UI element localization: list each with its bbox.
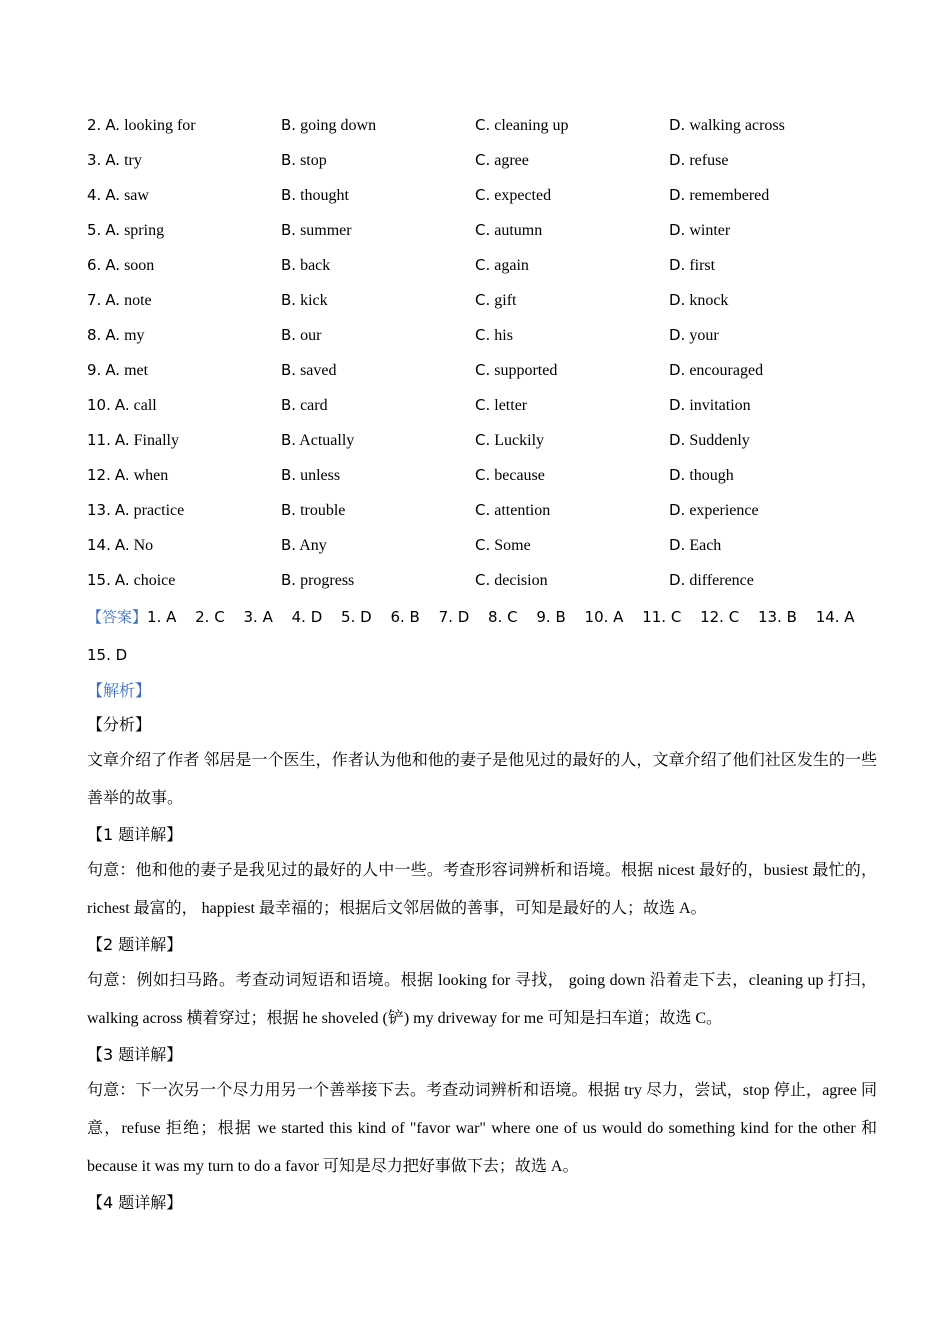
option-label: B. bbox=[281, 256, 297, 274]
option-b bbox=[281, 423, 354, 458]
option-row bbox=[87, 528, 877, 563]
option-text: Finally bbox=[133, 432, 179, 449]
option-label: B. bbox=[281, 536, 297, 554]
option-text: when bbox=[133, 467, 169, 484]
option-label: B. bbox=[281, 186, 297, 204]
option-text: winter bbox=[689, 222, 731, 239]
option-row bbox=[87, 388, 877, 423]
answer-item: 2. C bbox=[195, 608, 225, 626]
answer-item: 9. B bbox=[536, 608, 566, 626]
option-c bbox=[475, 108, 568, 143]
option-text: practice bbox=[133, 502, 185, 519]
option-label: D. bbox=[669, 186, 686, 204]
option-label: C. bbox=[475, 151, 491, 169]
option-text: progress bbox=[300, 572, 355, 589]
answer-item: 15. D bbox=[87, 646, 128, 664]
option-text: saw bbox=[124, 187, 149, 204]
option-b bbox=[281, 353, 337, 388]
option-label: B. bbox=[281, 571, 297, 589]
question-number: 12. bbox=[87, 466, 111, 484]
option-label: A. bbox=[105, 151, 121, 169]
option-text: encouraged bbox=[689, 362, 764, 379]
option-label: A. bbox=[105, 256, 121, 274]
option-label: D. bbox=[669, 291, 686, 309]
option-d bbox=[669, 353, 763, 388]
option-d bbox=[669, 213, 730, 248]
option-d bbox=[669, 563, 754, 598]
option-label: D. bbox=[669, 256, 686, 274]
option-row bbox=[87, 458, 877, 493]
question-number: 8. bbox=[87, 326, 102, 344]
option-a bbox=[87, 563, 175, 598]
option-b bbox=[281, 563, 354, 598]
option-label: C. bbox=[475, 221, 491, 239]
detail-heading: 【1 题详解】 bbox=[87, 825, 183, 844]
option-row bbox=[87, 353, 877, 388]
option-label: B. bbox=[281, 396, 297, 414]
option-text: Actually bbox=[299, 432, 355, 449]
option-d bbox=[669, 388, 751, 423]
option-text: met bbox=[124, 362, 149, 379]
option-text: letter bbox=[494, 397, 528, 414]
question-number: 13. bbox=[87, 501, 111, 519]
answer-item: 7. D bbox=[438, 608, 470, 626]
option-label: C. bbox=[475, 361, 491, 379]
option-b bbox=[281, 388, 328, 423]
option-text: invitation bbox=[689, 397, 751, 414]
option-c bbox=[475, 283, 516, 318]
option-c bbox=[475, 563, 548, 598]
detail-text: 句意：他和他的妻子是我见过的最好的人中一些。考查形容词辨析和语境。根据 nicest 最好的，busiest 最忙的， richest 最富的， happiest 最幸福的；根据后文邻居做的善事，可知是最好的人；故选 A。 bbox=[87, 862, 877, 917]
option-label: A. bbox=[105, 326, 121, 344]
option-text: stop bbox=[300, 152, 327, 169]
option-d bbox=[669, 528, 721, 563]
option-label: B. bbox=[281, 466, 297, 484]
option-b bbox=[281, 493, 345, 528]
question-number: 2. bbox=[87, 116, 102, 134]
detail-text: 句意：例如扫马路。考查动词短语和语境。根据 looking for 寻找， going down 沿着走下去，cleaning up 打扫，walking across 横着穿过；根据 he shoveled (铲) my driveway for me 可知是扫车道；故选 C。 bbox=[87, 972, 877, 1027]
answer-item: 4. D bbox=[291, 608, 323, 626]
option-label: D. bbox=[669, 466, 686, 484]
option-b bbox=[281, 143, 327, 178]
option-label: C. bbox=[475, 186, 491, 204]
option-text: Some bbox=[494, 537, 531, 554]
option-label: C. bbox=[475, 396, 491, 414]
option-label: A. bbox=[114, 466, 130, 484]
option-label: D. bbox=[669, 361, 686, 379]
answer-item: 13. B bbox=[757, 608, 797, 626]
option-label: D. bbox=[669, 396, 686, 414]
question-number: 14. bbox=[87, 536, 111, 554]
option-d bbox=[669, 318, 719, 353]
option-b bbox=[281, 178, 349, 213]
option-text: call bbox=[133, 397, 157, 414]
option-label: B. bbox=[281, 431, 297, 449]
question-number: 9. bbox=[87, 361, 102, 379]
option-a bbox=[87, 423, 179, 458]
option-label: A. bbox=[114, 431, 130, 449]
option-label: A. bbox=[114, 396, 130, 414]
option-c bbox=[475, 318, 513, 353]
option-text: Each bbox=[689, 537, 722, 554]
option-text: Suddenly bbox=[689, 432, 750, 449]
answer-item: 8. C bbox=[488, 608, 518, 626]
option-text: cleaning up bbox=[494, 117, 569, 134]
option-label: A. bbox=[105, 361, 121, 379]
option-c bbox=[475, 458, 545, 493]
option-a bbox=[87, 178, 149, 213]
option-text: try bbox=[124, 152, 142, 169]
option-label: C. bbox=[475, 466, 491, 484]
option-row bbox=[87, 563, 877, 598]
option-c bbox=[475, 423, 544, 458]
answer-item: 5. D bbox=[341, 608, 372, 626]
option-text: going down bbox=[300, 117, 377, 134]
summary-text: 文章介绍了作者 邻居是一个医生，作者认为他和他的妻子是他见过的最好的人，文章介绍了他们社区发生的一些善举的故事。 bbox=[87, 752, 877, 807]
option-text: note bbox=[124, 292, 152, 309]
option-label: D. bbox=[669, 116, 686, 134]
question-number: 6. bbox=[87, 256, 102, 274]
option-label: C. bbox=[475, 291, 491, 309]
option-c bbox=[475, 353, 557, 388]
option-b bbox=[281, 458, 340, 493]
question-number: 7. bbox=[87, 291, 102, 309]
option-c bbox=[475, 213, 542, 248]
options-list bbox=[87, 108, 877, 598]
option-text: soon bbox=[124, 257, 155, 274]
option-label: B. bbox=[281, 501, 297, 519]
option-text: back bbox=[300, 257, 331, 274]
option-label: D. bbox=[669, 571, 686, 589]
option-text: again bbox=[494, 257, 529, 274]
option-text: walking across bbox=[689, 117, 785, 134]
option-text: trouble bbox=[300, 502, 346, 519]
document-page bbox=[87, 108, 877, 1220]
option-label: C. bbox=[475, 116, 491, 134]
option-row bbox=[87, 283, 877, 318]
option-a bbox=[87, 318, 145, 353]
option-label: B. bbox=[281, 151, 297, 169]
detail-text: 句意：下一次另一个尽力用另一个善举接下去。考查动词辨析和语境。根据 try 尽力，尝试，stop 停止，agree 同意，refuse 拒绝；根据 we started this kind of "favor war" where one of us would do something kind for the other 和 because it was my turn to do a favor 可知是尽力把好事做下去；故选 A。 bbox=[87, 1082, 877, 1175]
option-a bbox=[87, 248, 154, 283]
option-text: our bbox=[300, 327, 322, 344]
option-a bbox=[87, 458, 168, 493]
option-c bbox=[475, 528, 531, 563]
option-label: C. bbox=[475, 571, 491, 589]
option-label: C. bbox=[475, 431, 491, 449]
option-row bbox=[87, 248, 877, 283]
option-b bbox=[281, 283, 328, 318]
option-text: Luckily bbox=[494, 432, 545, 449]
answer-item: 14. A bbox=[815, 608, 855, 626]
option-row bbox=[87, 178, 877, 213]
option-text: attention bbox=[494, 502, 551, 519]
analysis-tag: 【解析】 bbox=[87, 681, 152, 700]
option-row bbox=[87, 318, 877, 353]
details-list bbox=[87, 818, 877, 1220]
option-d bbox=[669, 283, 728, 318]
option-d bbox=[669, 493, 759, 528]
option-a bbox=[87, 108, 196, 143]
detail-heading: 【2 题详解】 bbox=[87, 935, 183, 954]
option-c bbox=[475, 388, 527, 423]
option-d bbox=[669, 248, 715, 283]
question-number: 3. bbox=[87, 151, 102, 169]
detail-heading: 【4 题详解】 bbox=[87, 1193, 183, 1212]
option-text: because bbox=[494, 467, 545, 484]
option-b bbox=[281, 528, 327, 563]
option-label: C. bbox=[475, 256, 491, 274]
option-text: thought bbox=[300, 187, 349, 204]
option-text: your bbox=[689, 327, 719, 344]
answer-items bbox=[87, 608, 869, 664]
option-row bbox=[87, 143, 877, 178]
answer-item: 11. C bbox=[642, 608, 682, 626]
option-c bbox=[475, 493, 550, 528]
option-label: C. bbox=[475, 326, 491, 344]
detail-heading: 【3 题详解】 bbox=[87, 1045, 183, 1064]
answer-item: 1. A bbox=[147, 608, 177, 626]
option-a bbox=[87, 143, 142, 178]
option-d bbox=[669, 143, 728, 178]
option-text: unless bbox=[300, 467, 341, 484]
answer-item: 12. C bbox=[700, 608, 740, 626]
option-row bbox=[87, 213, 877, 248]
option-text: summer bbox=[300, 222, 352, 239]
option-text: difference bbox=[689, 572, 754, 589]
option-text: his bbox=[494, 327, 513, 344]
option-text: knock bbox=[689, 292, 729, 309]
option-label: A. bbox=[105, 291, 121, 309]
option-a bbox=[87, 213, 164, 248]
option-a bbox=[87, 388, 157, 423]
fenxi-tag: 【分析】 bbox=[87, 715, 152, 734]
question-number: 5. bbox=[87, 221, 102, 239]
option-text: refuse bbox=[689, 152, 729, 169]
option-text: supported bbox=[494, 362, 558, 379]
option-a bbox=[87, 353, 148, 388]
option-d bbox=[669, 108, 785, 143]
option-b bbox=[281, 248, 330, 283]
option-label: D. bbox=[669, 501, 686, 519]
option-text: looking for bbox=[124, 117, 196, 134]
option-a bbox=[87, 493, 184, 528]
option-text: saved bbox=[300, 362, 337, 379]
option-text: card bbox=[300, 397, 328, 414]
option-text: expected bbox=[494, 187, 552, 204]
answer-tag: 【答案】 bbox=[87, 608, 148, 626]
option-label: C. bbox=[475, 536, 491, 554]
option-label: D. bbox=[669, 536, 686, 554]
option-text: decision bbox=[494, 572, 548, 589]
option-label: B. bbox=[281, 221, 297, 239]
option-text: spring bbox=[124, 222, 165, 239]
option-text: experience bbox=[689, 502, 759, 519]
option-label: B. bbox=[281, 361, 297, 379]
option-label: A. bbox=[105, 221, 121, 239]
option-c bbox=[475, 143, 529, 178]
option-label: B. bbox=[281, 291, 297, 309]
option-row bbox=[87, 108, 877, 143]
option-text: Any bbox=[299, 537, 327, 554]
option-label: D. bbox=[669, 151, 686, 169]
option-d bbox=[669, 423, 750, 458]
question-number: 4. bbox=[87, 186, 102, 204]
option-label: D. bbox=[669, 431, 686, 449]
answer-block bbox=[87, 598, 877, 674]
option-label: B. bbox=[281, 116, 297, 134]
option-text: though bbox=[689, 467, 734, 484]
option-b bbox=[281, 108, 376, 143]
option-label: A. bbox=[114, 536, 130, 554]
option-label: D. bbox=[669, 326, 686, 344]
option-d bbox=[669, 458, 734, 493]
option-b bbox=[281, 213, 352, 248]
option-text: gift bbox=[494, 292, 517, 309]
option-label: D. bbox=[669, 221, 686, 239]
option-text: choice bbox=[133, 572, 176, 589]
option-d bbox=[669, 178, 769, 213]
option-c bbox=[475, 178, 551, 213]
question-number: 11. bbox=[87, 431, 111, 449]
option-b bbox=[281, 318, 321, 353]
option-text: first bbox=[689, 257, 716, 274]
option-a bbox=[87, 528, 153, 563]
option-text: remembered bbox=[689, 187, 770, 204]
question-number: 15. bbox=[87, 571, 111, 589]
option-label: C. bbox=[475, 501, 491, 519]
option-text: kick bbox=[300, 292, 328, 309]
option-text: agree bbox=[494, 152, 529, 169]
option-text: No bbox=[133, 537, 154, 554]
question-number: 10. bbox=[87, 396, 111, 414]
option-row bbox=[87, 423, 877, 458]
option-label: B. bbox=[281, 326, 297, 344]
option-text: my bbox=[124, 327, 145, 344]
option-label: A. bbox=[105, 116, 121, 134]
answer-item: 3. A bbox=[243, 608, 273, 626]
option-label: A. bbox=[114, 501, 130, 519]
option-label: A. bbox=[114, 571, 130, 589]
option-c bbox=[475, 248, 529, 283]
answer-item: 6. B bbox=[390, 608, 420, 626]
option-a bbox=[87, 283, 152, 318]
option-row bbox=[87, 493, 877, 528]
option-text: autumn bbox=[494, 222, 543, 239]
answer-item: 10. A bbox=[584, 608, 624, 626]
option-label: A. bbox=[105, 186, 121, 204]
